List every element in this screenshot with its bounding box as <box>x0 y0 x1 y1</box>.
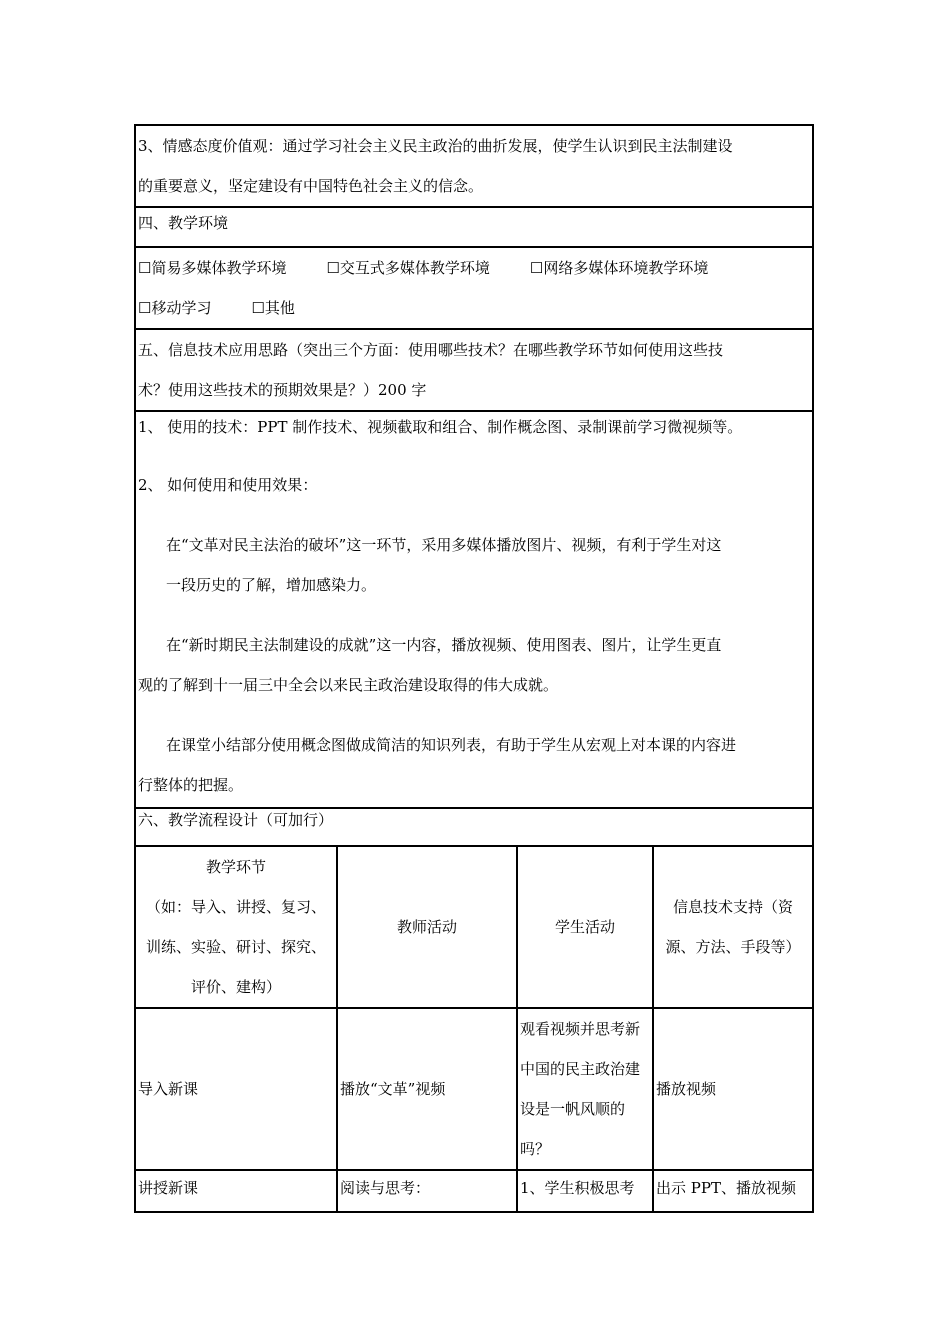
row1-tech: 播放视频 <box>653 1008 813 1170</box>
environment-options-line1 <box>138 248 810 288</box>
section3-row <box>135 125 813 207</box>
option-network-multimedia[interactable]: ☐网络多媒体环境教学环境 <box>529 259 709 277</box>
row1-teacher: 播放“文革”视频 <box>337 1008 517 1170</box>
environment-options-line2 <box>138 288 810 328</box>
option-interactive-multimedia[interactable]: ☐交互式多媒体教学环境 <box>326 259 490 277</box>
section4-heading-row <box>135 207 813 247</box>
section5-para3-line1: 在课堂小结部分使用概念图做成简洁的知识列表，有助于学生从宏观上对本课的内容进 <box>166 736 737 754</box>
table-row <box>135 1170 813 1212</box>
row2-student: 1、学生积极思考 <box>517 1170 653 1212</box>
section5-item1: 1、 使用的技术：PPT 制作技术、视频截取和组合、制作概念图、录制课前学习微视频等。 <box>138 418 743 436</box>
section5-content-row <box>135 411 813 808</box>
row2-tech: 出示 PPT、播放视频 <box>653 1170 813 1212</box>
table-row <box>135 1008 813 1170</box>
section5-para3-line2: 行整体的把握。 <box>138 776 244 794</box>
lesson-plan-table <box>134 124 814 1213</box>
section5-para1-line2: 一段历史的了解，增加感染力。 <box>166 576 377 594</box>
row1-stage: 导入新课 <box>135 1008 337 1170</box>
document-page <box>134 124 812 1213</box>
option-simple-multimedia[interactable]: ☐简易多媒体教学环境 <box>138 259 287 277</box>
flow-header-row <box>135 846 813 1008</box>
section5-heading-line1: 五、信息技术应用思路（突出三个方面：使用哪些技术？在哪些教学环节如何使用这些技 <box>138 341 724 359</box>
section6-heading-row <box>135 808 813 846</box>
header-stage: 教学环节 （如：导入、讲授、复习、 训练、实验、研讨、探究、 评价、建构） <box>135 846 337 1008</box>
section3-line2: 的重要意义，坚定建设有中国特色社会主义的信念。 <box>138 177 484 195</box>
section5-heading-line2: 术？使用这些技术的预期效果是？）200 字 <box>138 381 427 399</box>
section5-heading-row <box>135 329 813 411</box>
section3-line1: 3、情感态度价值观：通过学习社会主义民主政治的曲折发展，使学生认识到民主法制建设 <box>138 137 733 155</box>
header-student-activity: 学生活动 <box>517 846 653 1008</box>
section6-heading: 六、教学流程设计（可加行） <box>138 811 334 829</box>
section5-para1-line1: 在“文革对民主法治的破坏”这一环节，采用多媒体播放图片、视频，有利于学生对这 <box>166 536 722 554</box>
row2-teacher: 阅读与思考： <box>337 1170 517 1212</box>
row1-student: 观看视频并思考新 中国的民主政治建 设是一帆风顺的 吗？ <box>517 1008 653 1170</box>
section4-options-row <box>135 247 813 329</box>
section4-heading: 四、教学环境 <box>138 214 229 232</box>
row2-stage: 讲授新课 <box>135 1170 337 1212</box>
option-mobile-learning[interactable]: ☐移动学习 <box>138 299 212 317</box>
section5-item2: 2、 如何使用和使用效果： <box>138 476 318 494</box>
option-other[interactable]: ☐其他 <box>251 299 295 317</box>
section5-para2-line2: 观的了解到十一届三中全会以来民主政治建设取得的伟大成就。 <box>138 676 559 694</box>
header-tech-support: 信息技术支持（资 源、方法、手段等） <box>653 846 813 1008</box>
section5-para2-line1: 在“新时期民主法制建设的成就”这一内容，播放视频、使用图表、图片，让学生更直 <box>166 636 722 654</box>
header-teacher-activity: 教师活动 <box>337 846 517 1008</box>
